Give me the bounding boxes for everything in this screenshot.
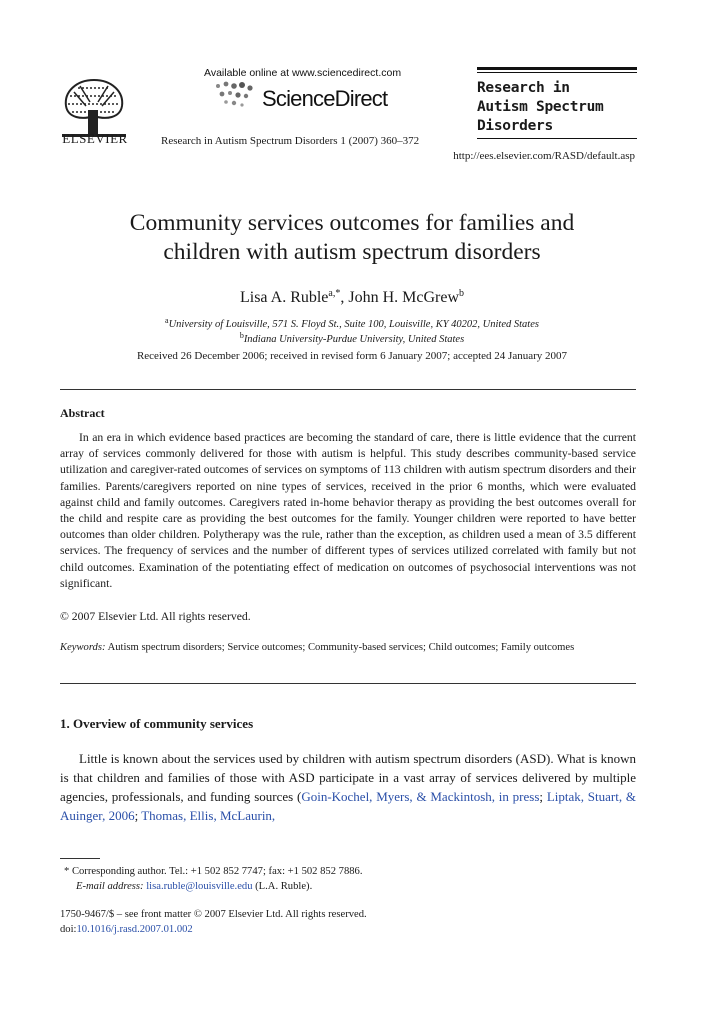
- article-title: [60, 209, 644, 267]
- author-separator: ,: [340, 289, 349, 306]
- abstract-text: In an era in which evidence based practices are becoming the standard of care, there is little evidence that the current array of services commonly delivered for those with autism is helpful. This study describes community-based service utilization and caregiver-rated outcomes of services on symptoms of 113 children with autism spectrum disorders and their families. Parents/caregivers reported on nine types of services, received in the prior 6 months, which were evaluated against child and family outcomes. Caregivers rated in-home behavior therapy as providing the best outcomes overall for the child and respite care as providing the best outcomes for the family. Younger children were reported to have better outcomes than older children. Polytherapy was the rule, rather than the exception, as children used a mean of 3.5 different services. The frequency of services and the number of different types of services utilized correlated with family but not child outcomes. Examination of the potentiating effect of medication on outcomes of psychosocial interventions was not significant.: [60, 431, 636, 590]
- email-suffix: (L.A. Ruble).: [252, 881, 313, 892]
- sciencedirect-dots-icon: [212, 80, 262, 110]
- title-line-2: children with autism spectrum disorders: [163, 239, 541, 265]
- author-list: [60, 288, 644, 307]
- email-footnote: [76, 879, 312, 894]
- issn-line: 1750-9467/$ – see front matter © 2007 Elsevier Ltd. All rights reserved.: [60, 909, 367, 920]
- sciencedirect-wordmark: ScienceDirect: [262, 86, 388, 111]
- author-name: John H. McGrew: [348, 289, 460, 306]
- journal-box-rule: [477, 72, 637, 73]
- section-heading: 1. Overview of community services: [60, 716, 254, 731]
- affiliation-a: [60, 316, 644, 330]
- sciencedirect-availability: Available online at www.sciencedirect.com: [204, 67, 402, 79]
- doi-line: [60, 924, 193, 935]
- affiliation-mark: b: [239, 331, 244, 340]
- journal-title-line: Autism Spectrum: [477, 99, 604, 115]
- keywords: [60, 640, 636, 656]
- author-affiliation-mark[interactable]: a,*: [328, 288, 341, 299]
- citation-separator: ;: [539, 789, 547, 804]
- author-affiliation-mark[interactable]: b: [459, 288, 465, 299]
- corresponding-author-footnote: * Corresponding author. Tel.: +1 502 852 7747; fax: +1 502 852 7886.: [64, 866, 363, 877]
- journal-title-line: Research in: [477, 80, 570, 96]
- citation-link[interactable]: Liptak, Stuart, & Auinger, 2006: [60, 789, 636, 823]
- divider: [60, 683, 636, 684]
- affiliation-text: Indiana University-Purdue University, United States: [243, 334, 465, 345]
- divider: [60, 389, 636, 390]
- copyright-notice: © 2007 Elsevier Ltd. All rights reserved.: [60, 610, 251, 623]
- affiliation-mark: a: [165, 316, 169, 325]
- doi-label: doi:: [60, 924, 77, 935]
- publisher-name: ELSEVIER: [62, 131, 128, 146]
- journal-box-rule: [477, 67, 637, 70]
- abstract-heading: Abstract: [60, 406, 105, 420]
- received-dates: Received 26 December 2006; received in revised form 6 January 2007; accepted 24 January 2007: [136, 350, 568, 362]
- journal-url-link[interactable]: http://ees.elsevier.com/RASD/default.asp: [453, 150, 635, 162]
- journal-title-line: Disorders: [477, 118, 553, 134]
- keywords-label: Keywords:: [60, 642, 106, 653]
- title-line-1: Community services outcomes for families and: [129, 210, 575, 236]
- body-paragraph: [60, 749, 636, 825]
- affiliation-b: [60, 331, 644, 345]
- citation-link[interactable]: Thomas, Ellis, McLaurin,: [141, 808, 276, 823]
- doi-link[interactable]: 10.1016/j.rasd.2007.01.002: [76, 924, 193, 935]
- body-text: Little is known about the services used by children with autism spectrum disorders (ASD). What is known is that children and families of those with ASD participate in a vast array of services delivered by multiple agencies, professionals, and funding sources (: [60, 751, 636, 804]
- author-name: Lisa A. Ruble: [239, 289, 329, 306]
- footnote-rule: [60, 858, 100, 859]
- journal-box-rule: [477, 138, 637, 139]
- citation-separator: ;: [134, 808, 142, 823]
- email-label: E-mail address:: [76, 881, 144, 892]
- keywords-list: Autism spectrum disorders; Service outcomes; Community-based services; Child outcomes; Family outcomes: [107, 642, 575, 653]
- journal-citation: Research in Autism Spectrum Disorders 1 (2007) 360–372: [161, 135, 420, 147]
- citation-link[interactable]: Goin-Kochel, Myers, & Mackintosh, in press: [301, 789, 540, 804]
- affiliation-text: University of Louisville, 571 S. Floyd St., Suite 100, Louisville, KY 40202, United States: [168, 319, 539, 330]
- journal-title-box: [477, 67, 637, 139]
- email-link[interactable]: lisa.ruble@louisville.edu: [146, 881, 253, 892]
